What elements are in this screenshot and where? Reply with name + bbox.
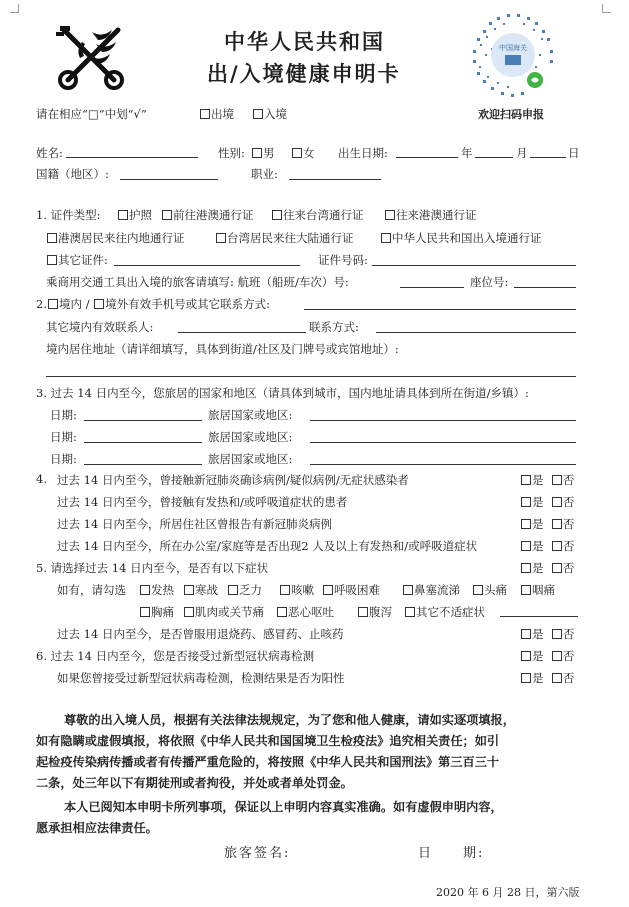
doc-number-label: 证件号码: [318,253,368,267]
doc-passport-option[interactable]: 护照 [117,207,152,223]
q3-date-label: 日期: [50,452,77,466]
doc-tw-pass-option[interactable]: 往来台湾通行证 [271,207,364,223]
yes-no-pair: 是 否 [520,538,574,554]
occupation-label: 职业: [251,167,278,181]
seat-number-field[interactable] [514,287,576,288]
symptom-option[interactable]: 头痛 [472,582,507,598]
q5-medicine-text: 过去 14 日内至今，是否曾服用退烧药、感冒药、止咳药 [57,627,344,641]
symptom-checkbox[interactable] [323,585,333,595]
symptom-option[interactable]: 寒战 [183,582,218,598]
other-symptom-field[interactable] [500,616,578,617]
customs-emblem-logo [52,22,132,92]
address-label: 境内居住地址（请详细填写，具体到街道/社区及门牌号或宾馆地址）: [46,342,399,356]
address-field[interactable] [46,376,576,377]
yes-checkbox[interactable] [521,541,531,551]
q4-row1-text: 过去 14 日内至今，曾接触新冠肺炎确诊病例/疑似病例/无症状感染者 [57,473,409,487]
symptom-option[interactable]: 咽痛 [520,582,555,598]
hkmo-pass-checkbox[interactable] [385,210,395,220]
doc-hkmo-resident-option[interactable]: 港澳居民来往内地通行证 [46,230,185,246]
exit-checkbox[interactable] [200,109,210,119]
q3-date-label: 日期: [50,430,77,444]
yes-checkbox[interactable] [521,519,531,529]
no-checkbox[interactable] [552,651,562,661]
yes-checkbox[interactable] [521,563,531,573]
q3-country-label: 旅居国家或地区: [208,452,293,466]
yes-no-pair: 是 否 [520,560,574,576]
yes-no-pair: 是 否 [520,472,574,488]
form-title-line1: 中华人民共和国 [224,30,385,54]
yes-checkbox[interactable] [521,629,531,639]
symptom-checkbox[interactable] [140,607,150,617]
domestic-checkbox[interactable] [48,299,58,309]
symptom-checkbox[interactable] [277,607,287,617]
q3-country-label: 旅居国家或地区: [208,408,293,422]
q3-country-field[interactable] [310,442,576,443]
dob-day-field[interactable] [530,157,566,158]
symptom-checkbox[interactable] [140,585,150,595]
mini-program-qr-code[interactable] [463,8,563,103]
symptom-option[interactable]: 咳嗽 [279,582,314,598]
crop-mark [602,4,611,13]
tw-resident-checkbox[interactable] [216,233,226,243]
yes-no-pair: 是 否 [520,648,574,664]
no-checkbox[interactable] [552,673,562,683]
doc-tw-resident-option[interactable]: 台湾居民来往大陆通行证 [215,230,354,246]
male-checkbox[interactable] [252,148,262,158]
other-doc-checkbox[interactable] [47,255,57,265]
q4-row3-text: 过去 14 日内至今，所居住社区曾报告有新冠肺炎病例 [57,517,332,531]
yes-no-pair: 是 否 [520,670,574,686]
statement-line: 起检疫传染病传播或者有传播严重危险的，将按照《中华人民共和国刑法》第三百三十 [36,755,500,769]
symptom-checkbox[interactable] [403,585,413,595]
other-contact-field[interactable] [178,332,306,333]
version-footer: 2020 年 6 月 28 日，第六版 [436,886,580,899]
signature-date-label: 日 期: [418,846,485,861]
symptom-option[interactable]: 呼吸困难 [322,582,380,598]
doc-number-field[interactable] [372,265,576,266]
statement-line: 如有隐瞒或虚假填报，将依照《中华人民共和国国境卫生检疫法》追究相关责任；如引 [36,734,500,748]
doc-prc-permit-option[interactable]: 中华人民共和国出入境通行证 [380,230,542,246]
no-checkbox[interactable] [552,541,562,551]
entry-checkbox[interactable] [253,109,263,119]
q3-date-field[interactable] [84,442,202,443]
symptom-option[interactable]: 肌肉或关节痛 [183,604,264,620]
q1-label: 1. 证件类型: [36,208,101,222]
tw-pass-checkbox[interactable] [272,210,282,220]
q6-label: 6. 过去 14 日内至今，您是否接受过新型冠状病毒检测 [36,649,315,663]
yes-checkbox[interactable] [521,475,531,485]
dob-month-field[interactable] [475,157,513,158]
statement-line: 尊敬的出入境人员，根据有关法律法规规定，为了您和他人健康，请如实逐项填报， [64,713,515,727]
q3-date-field[interactable] [84,464,202,465]
symptom-checkbox[interactable] [521,585,531,595]
yes-checkbox[interactable] [521,497,531,507]
entry-option[interactable]: 入境 [252,106,287,122]
qr-caption: 欢迎扫码申报 [478,108,544,121]
q4-row2-text: 过去 14 日内至今，曾接触有发热和/或呼吸道症状的患者 [57,495,348,509]
contact-method-label: 联系方式: [309,320,359,334]
yes-checkbox[interactable] [521,673,531,683]
q2-domestic-label: 境内 / [58,297,94,311]
female-checkbox[interactable] [292,148,302,158]
q3-label: 3. 过去 14 日内至今，您旅居的国家和地区（请具体到城市，国内地址请具体到所在街道/乡镇）: [36,386,529,400]
symptom-option[interactable]: 恶心呕吐 [276,604,334,620]
nationality-field[interactable] [120,179,218,180]
name-field[interactable] [66,157,198,158]
q4-row4-text: 过去 14 日内至今，所在办公室/家庭等是否出现2 人及以上有发热和/或呼吸道症状 [57,539,478,553]
doc-other-option[interactable]: 其它证件: [46,252,108,268]
transport-label: 乘商用交通工具出入境的旅客请填写: 航班（船班/车次）号: [46,275,349,289]
q4-label: 4. [36,472,47,486]
symptom-checkbox[interactable] [184,607,194,617]
q3-country-field[interactable] [310,420,576,421]
symptom-option[interactable]: 鼻塞流涕 [402,582,460,598]
declaration-line: 本人已阅知本申明卡所列事项，保证以上申明内容真实准确。如有虚假申明内容， [64,800,503,814]
dob-label: 出生日期: [338,146,388,160]
symptom-option[interactable]: 其它不适症状 [404,604,485,620]
month-label: 月 [516,146,528,160]
q3-country-field[interactable] [310,464,576,465]
q3-date-label: 日期: [50,408,77,422]
doc-hkmo-pass-option[interactable]: 往来港澳通行证 [384,207,477,223]
symptom-checkbox[interactable] [358,607,368,617]
name-label: 姓名: [36,146,63,160]
occupation-field[interactable] [289,179,381,180]
crop-mark [10,4,19,13]
yes-no-pair: 是 否 [520,626,574,642]
symptom-checkbox[interactable] [405,607,415,617]
q5-if-yes-label: 如有，请勾选 [57,583,126,597]
hk-pass-checkbox[interactable] [162,210,172,220]
nationality-label: 国籍（地区）: [36,167,109,181]
gender-label: 性别: [218,146,245,160]
contact-method-field[interactable] [376,332,576,333]
statement-line: 二条，处三年以下有期徒刑或者拘役，并处或者单处罚金。 [36,776,353,790]
symptom-option[interactable]: 腹泻 [357,604,392,620]
q3-date-field[interactable] [84,420,202,421]
q3-country-label: 旅居国家或地区: [208,430,293,444]
other-doc-field[interactable] [114,265,300,266]
qr-inner-label: 中国海关 [499,44,527,52]
gender-female-option[interactable]: 女 [291,145,315,161]
passport-checkbox[interactable] [118,210,128,220]
no-checkbox[interactable] [552,519,562,529]
q5-label: 5. 请选择过去 14 日内至今，是否有以下症状 [36,561,269,575]
no-checkbox[interactable] [552,497,562,507]
instruction-text: 请在相应“□”中划“√” [36,107,147,121]
exit-option[interactable]: 出境 [199,106,234,122]
abroad-checkbox[interactable] [94,299,104,309]
q2-abroad-label: 境外有效手机号或其它联系方式: [105,297,271,311]
symptom-checkbox[interactable] [184,585,194,595]
symptom-checkbox[interactable] [473,585,483,595]
passenger-signature-label: 旅客签名: [224,846,291,861]
q2-line [36,296,270,312]
no-checkbox[interactable] [552,475,562,485]
other-contact-label: 其它境内有效联系人: [46,320,154,334]
year-label: 年 [461,146,473,160]
symptom-checkbox[interactable] [228,585,238,595]
symptom-checkbox[interactable] [280,585,290,595]
no-checkbox[interactable] [552,563,562,573]
phone-field[interactable] [304,309,576,310]
form-title-line2: 出/入境健康申明卡 [207,62,401,86]
symptom-option[interactable]: 发热 [139,582,174,598]
doc-hk-pass-option[interactable]: 前往港澳通行证 [161,207,254,223]
yes-checkbox[interactable] [521,651,531,661]
hkmo-resident-checkbox[interactable] [47,233,57,243]
symptom-option[interactable]: 乏力 [227,582,262,598]
no-checkbox[interactable] [552,629,562,639]
q6-result-text: 如果您曾接受过新型冠状病毒检测，检测结果是否为阳性 [57,671,345,685]
prc-permit-checkbox[interactable] [381,233,391,243]
dob-year-field[interactable] [396,157,458,158]
gender-male-option[interactable]: 男 [251,145,275,161]
symptom-option[interactable]: 胸痛 [139,604,174,620]
yes-no-pair: 是 否 [520,516,574,532]
yes-no-pair: 是 否 [520,494,574,510]
flight-number-field[interactable] [400,287,464,288]
declaration-line: 愿承担相应法律责任。 [36,821,158,835]
seat-label: 座位号: [470,275,509,289]
day-label: 日 [568,146,580,160]
q2-label: 2. [36,297,47,311]
